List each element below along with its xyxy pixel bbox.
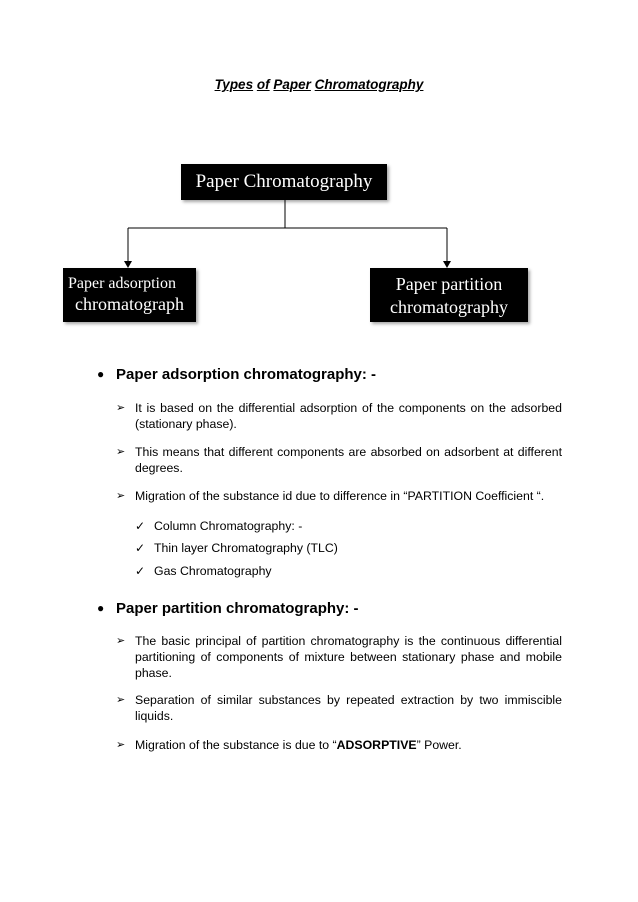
list-item-text: Separation of similar substances by repeated extraction by two immiscible liquids. <box>135 693 562 723</box>
diagram-root-box <box>181 164 387 200</box>
diagram-left-label-line1: Paper adsorption <box>68 275 176 292</box>
bullet-icon: ● <box>97 367 105 381</box>
title-word: Chromatography <box>314 77 424 92</box>
list-item <box>116 488 562 504</box>
diagram-right-label-line2: chromatography <box>390 297 508 317</box>
arrow-bullet-icon: ➢ <box>116 694 126 706</box>
list-item-text: The basic principal of partition chromatography is the continuous differential partitioning of components of mixture between stationary phase and mobile phase. <box>135 634 562 680</box>
section-heading-text: Paper adsorption chromatography: - <box>116 366 377 383</box>
checkmark-icon: ✓ <box>135 564 146 578</box>
checkmark-icon: ✓ <box>135 541 146 555</box>
text-run: Migration of the substance is due to “ <box>135 738 337 752</box>
list-item <box>116 444 562 476</box>
arrow-bullet-icon: ➢ <box>116 402 126 414</box>
list-item <box>116 633 562 681</box>
checkmark-icon: ✓ <box>135 519 146 533</box>
title-word: of <box>256 77 270 92</box>
arrowhead-left <box>124 261 132 268</box>
check-item-text: Column Chromatography: - <box>154 519 303 533</box>
diagram-left-box <box>63 268 196 322</box>
list-item <box>116 737 562 753</box>
check-item-text: Gas Chromatography <box>154 564 272 578</box>
arrow-bullet-icon: ➢ <box>116 490 126 502</box>
arrowhead-right <box>443 261 451 268</box>
arrow-bullet-icon: ➢ <box>116 739 126 751</box>
diagram-root-label: Paper Chromatography <box>195 171 373 192</box>
title-word: Types <box>214 77 254 92</box>
list-item-text: It is based on the differential adsorption of the components on the adsorbed (stationary phase). <box>135 401 562 431</box>
list-item-text: This means that different components are absorbed on adsorbent at different degrees. <box>135 445 562 475</box>
bold-term: ADSORPTIVE <box>336 738 417 752</box>
bullet-icon: ● <box>97 601 105 615</box>
check-item-text: Thin layer Chromatography (TLC) <box>154 541 338 555</box>
list-item <box>116 692 562 724</box>
list-item-text <box>135 737 562 753</box>
section-heading-text: Paper partition chromatography: - <box>116 600 359 617</box>
diagram-right-box <box>370 268 528 322</box>
text-run: ” Power. <box>416 738 462 752</box>
arrow-bullet-icon: ➢ <box>116 635 126 647</box>
arrow-bullet-icon: ➢ <box>116 446 126 458</box>
diagram-right-label-line1: Paper partition <box>395 274 503 294</box>
check-item <box>135 518 302 534</box>
list-item-text: Migration of the substance id due to difference in “PARTITION Coefficient “. <box>135 489 545 503</box>
title-word: Paper <box>273 77 311 92</box>
check-item <box>135 540 338 556</box>
diagram-left-label-line2: chromatograph <box>75 294 184 314</box>
check-item <box>135 563 272 579</box>
list-item <box>116 400 562 432</box>
